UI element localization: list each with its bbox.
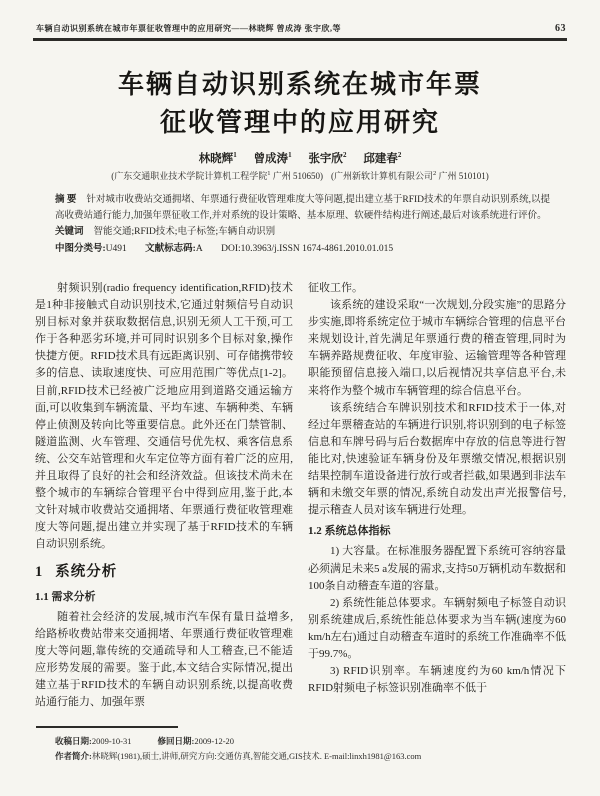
affiliation-2-city: 广州 510101) [436,171,489,181]
classification-line [55,242,550,258]
document-code-value: A [195,243,203,254]
footnote-rule [36,726,178,728]
author-1-affil-mark: 1 [233,151,237,160]
front-matter [55,193,550,257]
indicator-item-1: 1) 大容量。在标准服务器配置下系统可容纳容量必须满足未来5 a发展的需求,支持50万辆机动车数据和100条自动稽查车道的容量。 [308,545,566,592]
section-1-number: 1 [35,563,44,580]
clc-value: U491 [105,243,127,254]
right-column [308,280,566,725]
bio-label: 作者简介: [55,751,92,761]
system-function-paragraph: 该系统结合车牌识别技术和RFID技术于一体,对经过年票稽查站的车辆进行识别,将识别到的电子标签信息和车牌号码与后台数据库中存放的信息等进行智能比对,快速验证车辆身份及年票缴交情况,根据识别结果控制车道设备进行放行或者拦截,如果遇到非法车辆和未缴交年票的情况,系统自动发出声光报警信号,提示稽查人员对该车辆进行处理。 [308,401,566,517]
document-code [145,244,203,254]
keywords [55,225,550,241]
section-1-1-heading: 1.1 需求分析 [35,590,96,603]
indicator-item-2: 2) 系统性能总体要求。车辆射频电子标签自动识别系统建成后,系统性能总体要求为当车辆(速度为60 km/h左右)通过自动稽查车道时的系统工作准确率不低于99.7%。 [308,596,566,660]
author-4-name: 邱建春 [363,153,398,165]
affiliation-2-mark: 2 [433,170,437,177]
author-2-affil-mark: 1 [288,151,292,160]
left-column [35,280,293,725]
abstract [55,193,550,224]
requirements-paragraph: 随着社会经济的发展,城市汽车保有量日益增多,给路桥收费站带来交通拥堵、年票通行费征收管理难度大等问题,靠传统的交通疏导和人工稽查,已不能适应形势发展的需要。鉴于此,本文结合实际情况,提出建立基于RFID技术的车辆自动识别系统,以提高收费站通行能力、加强年票 [35,610,293,709]
author-2 [254,153,292,165]
author-3-affil-mark: 2 [342,151,347,160]
keywords-text: 智能交通;RFID技术;电子标签;车辆自动识别 [93,227,276,237]
doi: DOI:10.3963/j.ISSN 1674-4861.2010.01.015 [221,243,394,254]
dates-line [55,734,572,749]
affiliations [0,169,600,182]
running-header [36,23,566,34]
document-code-label: 文献标志码: [145,243,196,254]
author-list [0,150,600,166]
paper-title [0,66,600,142]
author-2-name: 曾成涛 [253,153,289,165]
revised-date: 2009-12-20 [194,736,235,746]
received-label: 收稿日期: [55,736,92,746]
affiliation-1-city: 广州 510650) [270,171,323,181]
paper-title-line-1: 车辆自动识别系统在城市年票 [117,70,482,99]
header-rule [33,38,567,41]
affiliation-1: (广东交通职业技术学院计算机工程学院 [111,171,268,181]
author-4-affil-mark: 2 [397,151,402,160]
author-4 [363,153,401,165]
abstract-text: 针对城市收费站交通拥堵、年票通行费征收管理难度大等问题,提出建立基于RFID技术的年票自动识别系统,以提高收费站通行能力,加强年票征收工作,并对系统的设计策略、基本原理、软硬件结构进行阐述,最后对该系统进行评价。 [55,195,550,221]
page-number: 63 [555,23,566,34]
affiliation-1-mark: 1 [267,170,271,177]
author-3 [308,153,346,165]
author-3-name: 张宇欣 [308,153,343,165]
bio-text: 林晓辉(1981),硕士,讲师,研究方向:交通仿真,智能交通,GIS技术. E-mail:linxh1981@163.com [91,751,422,761]
construction-paragraph: 该系统的建设采取“一次规划,分段实施”的思路分步实施,即将系统定位于城市车辆综合管理的信息平台来规划设计,首先满足年票通行费的稽查管理,同时为车辆养路规费征收、年度审验、运输管理等各种管理职能预留信息接入端口,以后视情况共享信息平台,未来将作为整个城市车辆管理的综合信息平台。 [308,299,566,397]
revised-label: 修回日期: [157,736,195,746]
section-1-heading [35,564,293,581]
received-date: 2009-10-31 [91,736,132,746]
body-columns [35,280,567,725]
indicator-item-3: 3) RFID识别率。车辆速度约为60 km/h情况下RFID射频电子标签识别准确率不低于 [308,665,566,695]
author-bio-line [55,749,572,764]
clc-label: 中图分类号: [55,243,106,254]
paper-title-line-2: 征收管理中的应用研究 [159,108,440,137]
footnote-block [55,734,572,764]
affiliation-2: (广州新软计算机有限公司 [331,171,433,181]
clc-number [55,244,127,254]
author-1-name: 林晓辉 [198,153,234,165]
continuation-text: 征收工作。 [308,282,363,294]
section-1-title: 系统分析 [55,563,118,580]
running-header-title: 车辆自动识别系统在城市年票征收管理中的应用研究——林晓辉 曾成涛 张宇欣,等 [36,24,341,33]
author-1 [199,153,237,165]
intro-paragraph: 射频识别(radio frequency identification,RFID)技术是1种非接触式自动识别技术,它通过射频信号自动识别目标对象并获取数据信息,识别无须人工干预,可工作于各种恶劣环境,并可同时识别多个目标对象,操作快捷方便。RFID技术具有远距离识别、可存储携带较多的信息、读取速度快、可应用范围广等优点[1-2]。目前,RFID技术已经被广泛地应用到道路交通运输方面,可以收集到车辆流量、平均车速、车辆种类、车辆停止侦测及转向比等重要信息。此外还在门禁管制、隧道监测、火车管理、交通信号优先权、乘客信息系统、公交车站管理和火车定位等方面有着广泛的应用,并且取得了良好的社会和经济效益。但该技术尚未在整个城市的车辆综合管理平台中得到应用,鉴于此,本文针对城市收费站交通拥堵、年票通行费征收管理难度大等问题,提出建立并实现了基于RFID技术的车辆自动识别系统。 [35,282,293,551]
keywords-label: 关键词 [55,227,84,237]
abstract-label: 摘 要 [55,195,77,205]
section-1-2-heading: 1.2 系统总体指标 [308,525,391,538]
